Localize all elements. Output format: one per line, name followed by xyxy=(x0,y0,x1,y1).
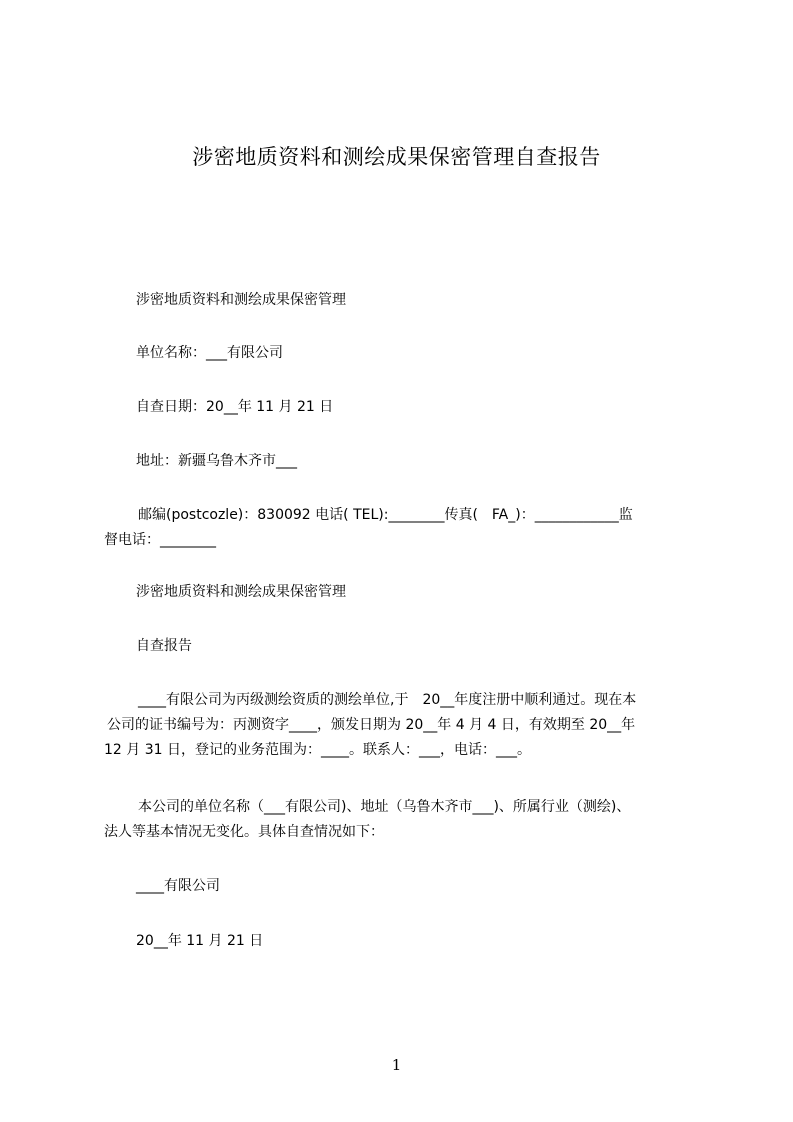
paragraph-report-label xyxy=(104,634,736,659)
page-number: 1 xyxy=(391,1056,402,1074)
company-intro-line-1: ____有限公司为丙级测绘资质的测绘单位,于 20__年度注册中顺利通过。现在本 xyxy=(138,692,637,708)
signature-company-text: ____有限公司 xyxy=(136,878,220,894)
address-text: 地址：新疆乌鲁木齐市___ xyxy=(136,453,297,469)
subject-repeat-text: 涉密地质资料和测绘成果保密管理 xyxy=(136,584,346,600)
paragraph-check-date xyxy=(104,395,736,420)
document-title: 涉密地质资料和测绘成果保密管理自查报告 xyxy=(192,145,601,169)
paragraph-signature-date xyxy=(104,929,736,954)
signature-date-text: 20__年 11 月 21 日 xyxy=(136,933,264,949)
paragraph-company-intro xyxy=(104,688,704,763)
paragraph-unit-name xyxy=(104,341,736,366)
paragraph-address xyxy=(104,449,736,474)
paragraph-signature-company xyxy=(104,874,736,899)
company-intro-line-3: 12 月 31 日，登记的业务范围为：____。联系人：___，电话：___。 xyxy=(104,742,531,758)
paragraph-contact-info xyxy=(104,503,704,553)
basic-info-line-1: 本公司的单位名称（___有限公司)、地址（乌鲁木齐市___)、所属行业（测绘)、 xyxy=(138,799,631,815)
unit-name-text: 单位名称：___有限公司 xyxy=(136,345,283,361)
contact-info-line-2: 督电话：________ xyxy=(104,532,216,548)
paragraph-subject-repeat xyxy=(104,580,736,605)
contact-info-line-1: 邮编(postcozle)：830092 电话( TEL):________传真( FA_)：____________监 xyxy=(138,507,633,523)
paragraph-subject xyxy=(104,288,736,313)
check-date-text: 自查日期：20__年 11 月 21 日 xyxy=(136,399,334,415)
report-label-text: 自查报告 xyxy=(136,638,192,654)
subject-text: 涉密地质资料和测绘成果保密管理 xyxy=(136,292,346,308)
basic-info-line-2: 法人等基本情况无变化。具体自查情况如下： xyxy=(104,824,384,840)
paragraph-basic-info xyxy=(104,795,704,845)
company-intro-line-2: 公司的证书编号为：丙测资字____，颁发日期为 20__年 4 月 4 日，有效期至 20__年 xyxy=(107,717,636,733)
